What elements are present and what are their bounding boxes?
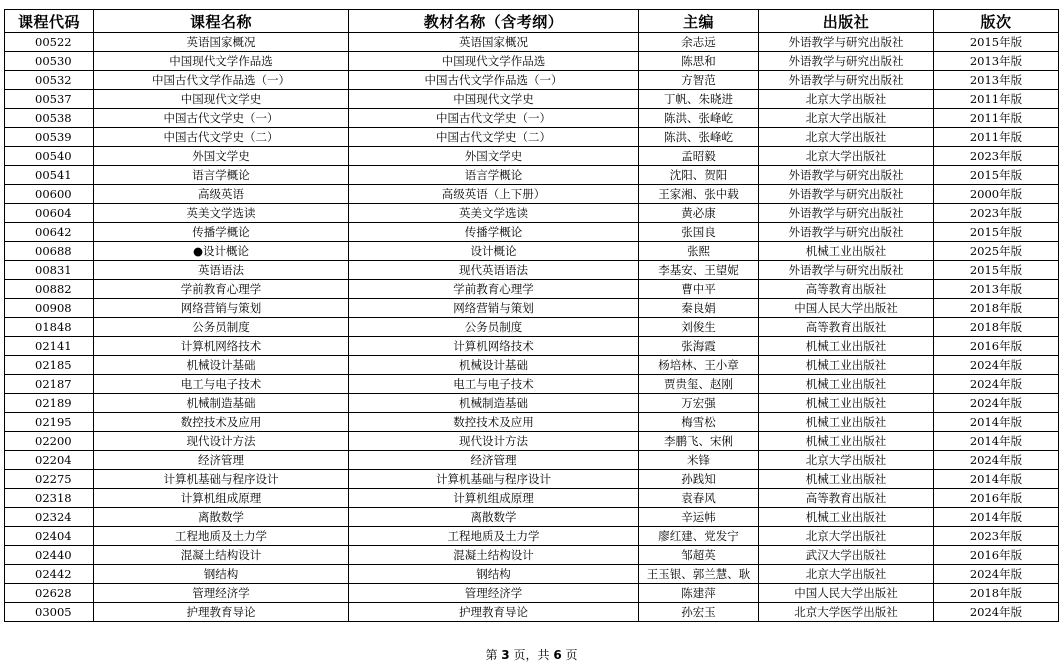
course-code-cell: 00538 bbox=[5, 109, 94, 128]
edition-cell: 2015年版 bbox=[934, 261, 1059, 280]
table-row bbox=[5, 470, 1059, 489]
table-row bbox=[5, 109, 1059, 128]
publisher-cell: 北京大学出版社 bbox=[759, 109, 934, 128]
edition-cell: 2014年版 bbox=[934, 432, 1059, 451]
table-row bbox=[5, 603, 1059, 622]
table-row bbox=[5, 261, 1059, 280]
course-name-cell: 中国古代文学史（一） bbox=[94, 109, 349, 128]
course-name-cell: 英语国家概况 bbox=[94, 33, 349, 52]
publisher-cell: 外语教学与研究出版社 bbox=[759, 204, 934, 223]
edition-cell: 2000年版 bbox=[934, 185, 1059, 204]
textbook-name-cell: 英美文学选读 bbox=[349, 204, 639, 223]
publisher-cell: 机械工业出版社 bbox=[759, 242, 934, 261]
textbook-name-cell: 离散数学 bbox=[349, 508, 639, 527]
header-row bbox=[5, 10, 1059, 33]
editor-cell: 邹超英 bbox=[639, 546, 759, 565]
textbook-name-cell: 网络营销与策划 bbox=[349, 299, 639, 318]
textbook-name-cell: 钢结构 bbox=[349, 565, 639, 584]
editor-cell: 李基安、王望妮 bbox=[639, 261, 759, 280]
editor-cell: 李鹏飞、宋俐 bbox=[639, 432, 759, 451]
textbook-name-cell: 机械制造基础 bbox=[349, 394, 639, 413]
textbook-name-cell: 设计概论 bbox=[349, 242, 639, 261]
textbook-name-cell: 工程地质及土力学 bbox=[349, 527, 639, 546]
course-code-cell: 00688 bbox=[5, 242, 94, 261]
course-name-cell: ●设计概论 bbox=[94, 242, 349, 261]
textbook-name-cell: 计算机网络技术 bbox=[349, 337, 639, 356]
editor-cell: 王家湘、张中载 bbox=[639, 185, 759, 204]
editor-cell: 陈洪、张峰屹 bbox=[639, 109, 759, 128]
course-name-cell: 学前教育心理学 bbox=[94, 280, 349, 299]
edition-cell: 2025年版 bbox=[934, 242, 1059, 261]
textbook-name-cell: 高级英语（上下册） bbox=[349, 185, 639, 204]
publisher-cell: 中国人民大学出版社 bbox=[759, 584, 934, 603]
table-row bbox=[5, 128, 1059, 147]
editor-cell: 孙宏玉 bbox=[639, 603, 759, 622]
edition-cell: 2023年版 bbox=[934, 147, 1059, 166]
table-row bbox=[5, 337, 1059, 356]
edition-cell: 2015年版 bbox=[934, 223, 1059, 242]
course-name-cell: 数控技术及应用 bbox=[94, 413, 349, 432]
table-row bbox=[5, 489, 1059, 508]
editor-cell: 陈思和 bbox=[639, 52, 759, 71]
course-code-cell: 00908 bbox=[5, 299, 94, 318]
editor-cell: 张熙 bbox=[639, 242, 759, 261]
course-code-cell: 01848 bbox=[5, 318, 94, 337]
course-name-cell: 机械制造基础 bbox=[94, 394, 349, 413]
publisher-cell: 北京大学出版社 bbox=[759, 527, 934, 546]
table-row bbox=[5, 318, 1059, 337]
table-row bbox=[5, 280, 1059, 299]
edition-cell: 2023年版 bbox=[934, 204, 1059, 223]
edition-cell: 2024年版 bbox=[934, 565, 1059, 584]
table-row bbox=[5, 223, 1059, 242]
course-code-cell: 00831 bbox=[5, 261, 94, 280]
textbook-table bbox=[4, 9, 1059, 622]
textbook-name-cell: 混凝土结构设计 bbox=[349, 546, 639, 565]
course-code-cell: 02141 bbox=[5, 337, 94, 356]
textbook-name-cell: 中国古代文学作品选（一） bbox=[349, 71, 639, 90]
course-code-cell: 02189 bbox=[5, 394, 94, 413]
publisher-cell: 机械工业出版社 bbox=[759, 508, 934, 527]
table-row bbox=[5, 546, 1059, 565]
table-row bbox=[5, 166, 1059, 185]
publisher-cell: 外语教学与研究出版社 bbox=[759, 261, 934, 280]
table-row bbox=[5, 565, 1059, 584]
textbook-name-cell: 现代英语语法 bbox=[349, 261, 639, 280]
course-code-cell: 00604 bbox=[5, 204, 94, 223]
publisher-cell: 北京大学出版社 bbox=[759, 451, 934, 470]
footer-total-pages: 6 bbox=[553, 648, 562, 662]
edition-cell: 2018年版 bbox=[934, 318, 1059, 337]
editor-cell: 米锋 bbox=[639, 451, 759, 470]
publisher-cell: 机械工业出版社 bbox=[759, 432, 934, 451]
table-row bbox=[5, 299, 1059, 318]
table-row bbox=[5, 413, 1059, 432]
publisher-cell: 高等教育出版社 bbox=[759, 489, 934, 508]
textbook-name-cell: 现代设计方法 bbox=[349, 432, 639, 451]
course-code-cell: 03005 bbox=[5, 603, 94, 622]
edition-cell: 2016年版 bbox=[934, 489, 1059, 508]
publisher-cell: 北京大学出版社 bbox=[759, 128, 934, 147]
publisher-cell: 北京大学出版社 bbox=[759, 90, 934, 109]
course-name-cell: 电工与电子技术 bbox=[94, 375, 349, 394]
editor-cell: 陈洪、张峰屹 bbox=[639, 128, 759, 147]
header-publisher: 出版社 bbox=[759, 10, 934, 33]
textbook-name-cell: 计算机组成原理 bbox=[349, 489, 639, 508]
course-code-cell: 02404 bbox=[5, 527, 94, 546]
table-row bbox=[5, 508, 1059, 527]
textbook-name-cell: 机械设计基础 bbox=[349, 356, 639, 375]
course-name-cell: 现代设计方法 bbox=[94, 432, 349, 451]
course-name-cell: 公务员制度 bbox=[94, 318, 349, 337]
publisher-cell: 外语教学与研究出版社 bbox=[759, 52, 934, 71]
header-course-code: 课程代码 bbox=[5, 10, 94, 33]
editor-cell: 梅雪松 bbox=[639, 413, 759, 432]
edition-cell: 2024年版 bbox=[934, 394, 1059, 413]
edition-cell: 2013年版 bbox=[934, 52, 1059, 71]
textbook-name-cell: 中国古代文学史（二） bbox=[349, 128, 639, 147]
footer-prefix: 第 bbox=[485, 648, 498, 662]
course-name-cell: 计算机网络技术 bbox=[94, 337, 349, 356]
publisher-cell: 机械工业出版社 bbox=[759, 337, 934, 356]
textbook-name-cell: 护理教育导论 bbox=[349, 603, 639, 622]
course-name-cell: 高级英语 bbox=[94, 185, 349, 204]
publisher-cell: 外语教学与研究出版社 bbox=[759, 223, 934, 242]
footer-middle: 页，共 bbox=[513, 648, 550, 662]
course-name-cell: 混凝土结构设计 bbox=[94, 546, 349, 565]
edition-cell: 2024年版 bbox=[934, 451, 1059, 470]
course-code-cell: 02628 bbox=[5, 584, 94, 603]
course-code-cell: 00882 bbox=[5, 280, 94, 299]
course-name-cell: 机械设计基础 bbox=[94, 356, 349, 375]
textbook-name-cell: 经济管理 bbox=[349, 451, 639, 470]
header-course-name: 课程名称 bbox=[94, 10, 349, 33]
header-editor: 主编 bbox=[639, 10, 759, 33]
course-code-cell: 02440 bbox=[5, 546, 94, 565]
table-row bbox=[5, 90, 1059, 109]
edition-cell: 2011年版 bbox=[934, 109, 1059, 128]
table-row bbox=[5, 185, 1059, 204]
textbook-name-cell: 中国古代文学史（一） bbox=[349, 109, 639, 128]
publisher-cell: 机械工业出版社 bbox=[759, 394, 934, 413]
edition-cell: 2016年版 bbox=[934, 337, 1059, 356]
publisher-cell: 外语教学与研究出版社 bbox=[759, 185, 934, 204]
footer-current-page: 3 bbox=[501, 648, 510, 662]
edition-cell: 2015年版 bbox=[934, 33, 1059, 52]
textbook-name-cell: 电工与电子技术 bbox=[349, 375, 639, 394]
course-name-cell: 离散数学 bbox=[94, 508, 349, 527]
edition-cell: 2024年版 bbox=[934, 375, 1059, 394]
editor-cell: 陈建萍 bbox=[639, 584, 759, 603]
table-row bbox=[5, 527, 1059, 546]
edition-cell: 2015年版 bbox=[934, 166, 1059, 185]
course-name-cell: 中国现代文学作品选 bbox=[94, 52, 349, 71]
textbook-name-cell: 语言学概论 bbox=[349, 166, 639, 185]
course-code-cell: 02195 bbox=[5, 413, 94, 432]
editor-cell: 丁帆、朱晓进 bbox=[639, 90, 759, 109]
edition-cell: 2014年版 bbox=[934, 508, 1059, 527]
course-code-cell: 00537 bbox=[5, 90, 94, 109]
editor-cell: 袁春风 bbox=[639, 489, 759, 508]
editor-cell: 孟昭毅 bbox=[639, 147, 759, 166]
course-name-cell: 语言学概论 bbox=[94, 166, 349, 185]
course-name-cell: 管理经济学 bbox=[94, 584, 349, 603]
course-name-cell: 护理教育导论 bbox=[94, 603, 349, 622]
course-name-cell: 经济管理 bbox=[94, 451, 349, 470]
course-code-cell: 02200 bbox=[5, 432, 94, 451]
editor-cell: 王玉银、郭兰慧、耿 bbox=[639, 565, 759, 584]
edition-cell: 2016年版 bbox=[934, 546, 1059, 565]
course-name-cell: 网络营销与策划 bbox=[94, 299, 349, 318]
header-edition: 版次 bbox=[934, 10, 1059, 33]
page-footer bbox=[0, 646, 1063, 663]
table-row bbox=[5, 451, 1059, 470]
course-code-cell: 02204 bbox=[5, 451, 94, 470]
course-code-cell: 00532 bbox=[5, 71, 94, 90]
header-textbook-name: 教材名称（含考纲） bbox=[349, 10, 639, 33]
editor-cell: 沈阳、贺阳 bbox=[639, 166, 759, 185]
edition-cell: 2018年版 bbox=[934, 584, 1059, 603]
table-row bbox=[5, 71, 1059, 90]
course-name-cell: 传播学概论 bbox=[94, 223, 349, 242]
course-code-cell: 00540 bbox=[5, 147, 94, 166]
publisher-cell: 外语教学与研究出版社 bbox=[759, 33, 934, 52]
edition-cell: 2011年版 bbox=[934, 90, 1059, 109]
course-name-cell: 中国古代文学作品选（一） bbox=[94, 71, 349, 90]
course-code-cell: 00539 bbox=[5, 128, 94, 147]
course-code-cell: 02275 bbox=[5, 470, 94, 489]
table-row bbox=[5, 52, 1059, 71]
table-row bbox=[5, 33, 1059, 52]
course-code-cell: 02318 bbox=[5, 489, 94, 508]
editor-cell: 贾贵玺、赵刚 bbox=[639, 375, 759, 394]
textbook-name-cell: 外国文学史 bbox=[349, 147, 639, 166]
textbook-name-cell: 传播学概论 bbox=[349, 223, 639, 242]
course-name-cell: 外国文学史 bbox=[94, 147, 349, 166]
editor-cell: 余志远 bbox=[639, 33, 759, 52]
table-row bbox=[5, 204, 1059, 223]
course-code-cell: 02442 bbox=[5, 565, 94, 584]
editor-cell: 孙践知 bbox=[639, 470, 759, 489]
course-code-cell: 02185 bbox=[5, 356, 94, 375]
publisher-cell: 机械工业出版社 bbox=[759, 356, 934, 375]
publisher-cell: 北京大学出版社 bbox=[759, 565, 934, 584]
table-row bbox=[5, 356, 1059, 375]
publisher-cell: 外语教学与研究出版社 bbox=[759, 71, 934, 90]
course-name-cell: 中国古代文学史（二） bbox=[94, 128, 349, 147]
textbook-name-cell: 中国现代文学史 bbox=[349, 90, 639, 109]
course-code-cell: 02187 bbox=[5, 375, 94, 394]
table-body bbox=[5, 33, 1059, 622]
editor-cell: 张国良 bbox=[639, 223, 759, 242]
table-row bbox=[5, 242, 1059, 261]
publisher-cell: 武汉大学出版社 bbox=[759, 546, 934, 565]
edition-cell: 2018年版 bbox=[934, 299, 1059, 318]
course-name-cell: 英美文学选读 bbox=[94, 204, 349, 223]
table-row bbox=[5, 147, 1059, 166]
editor-cell: 辛运帏 bbox=[639, 508, 759, 527]
publisher-cell: 机械工业出版社 bbox=[759, 470, 934, 489]
course-name-cell: 工程地质及土力学 bbox=[94, 527, 349, 546]
footer-suffix: 页 bbox=[565, 648, 578, 662]
publisher-cell: 外语教学与研究出版社 bbox=[759, 166, 934, 185]
table-row bbox=[5, 584, 1059, 603]
publisher-cell: 高等教育出版社 bbox=[759, 318, 934, 337]
course-name-cell: 英语语法 bbox=[94, 261, 349, 280]
course-code-cell: 00522 bbox=[5, 33, 94, 52]
course-code-cell: 00642 bbox=[5, 223, 94, 242]
edition-cell: 2013年版 bbox=[934, 71, 1059, 90]
publisher-cell: 高等教育出版社 bbox=[759, 280, 934, 299]
textbook-name-cell: 管理经济学 bbox=[349, 584, 639, 603]
edition-cell: 2024年版 bbox=[934, 356, 1059, 375]
table-row bbox=[5, 394, 1059, 413]
editor-cell: 黄必康 bbox=[639, 204, 759, 223]
editor-cell: 万宏强 bbox=[639, 394, 759, 413]
course-code-cell: 02324 bbox=[5, 508, 94, 527]
editor-cell: 廖红建、党发宁 bbox=[639, 527, 759, 546]
edition-cell: 2024年版 bbox=[934, 603, 1059, 622]
table-header bbox=[5, 10, 1059, 33]
publisher-cell: 中国人民大学出版社 bbox=[759, 299, 934, 318]
publisher-cell: 北京大学医学出版社 bbox=[759, 603, 934, 622]
course-name-cell: 计算机组成原理 bbox=[94, 489, 349, 508]
textbook-name-cell: 数控技术及应用 bbox=[349, 413, 639, 432]
edition-cell: 2014年版 bbox=[934, 413, 1059, 432]
editor-cell: 方智范 bbox=[639, 71, 759, 90]
course-name-cell: 计算机基础与程序设计 bbox=[94, 470, 349, 489]
textbook-name-cell: 英语国家概况 bbox=[349, 33, 639, 52]
course-code-cell: 00530 bbox=[5, 52, 94, 71]
textbook-name-cell: 公务员制度 bbox=[349, 318, 639, 337]
publisher-cell: 机械工业出版社 bbox=[759, 375, 934, 394]
textbook-name-cell: 中国现代文学作品选 bbox=[349, 52, 639, 71]
edition-cell: 2013年版 bbox=[934, 280, 1059, 299]
textbook-name-cell: 学前教育心理学 bbox=[349, 280, 639, 299]
textbook-name-cell: 计算机基础与程序设计 bbox=[349, 470, 639, 489]
editor-cell: 秦良娟 bbox=[639, 299, 759, 318]
editor-cell: 张海霞 bbox=[639, 337, 759, 356]
edition-cell: 2014年版 bbox=[934, 470, 1059, 489]
edition-cell: 2011年版 bbox=[934, 128, 1059, 147]
course-name-cell: 钢结构 bbox=[94, 565, 349, 584]
publisher-cell: 机械工业出版社 bbox=[759, 413, 934, 432]
course-code-cell: 00541 bbox=[5, 166, 94, 185]
editor-cell: 曹中平 bbox=[639, 280, 759, 299]
course-code-cell: 00600 bbox=[5, 185, 94, 204]
table-row bbox=[5, 432, 1059, 451]
course-name-cell: 中国现代文学史 bbox=[94, 90, 349, 109]
table-row bbox=[5, 375, 1059, 394]
publisher-cell: 北京大学出版社 bbox=[759, 147, 934, 166]
editor-cell: 刘俊生 bbox=[639, 318, 759, 337]
editor-cell: 杨培林、王小章 bbox=[639, 356, 759, 375]
edition-cell: 2023年版 bbox=[934, 527, 1059, 546]
